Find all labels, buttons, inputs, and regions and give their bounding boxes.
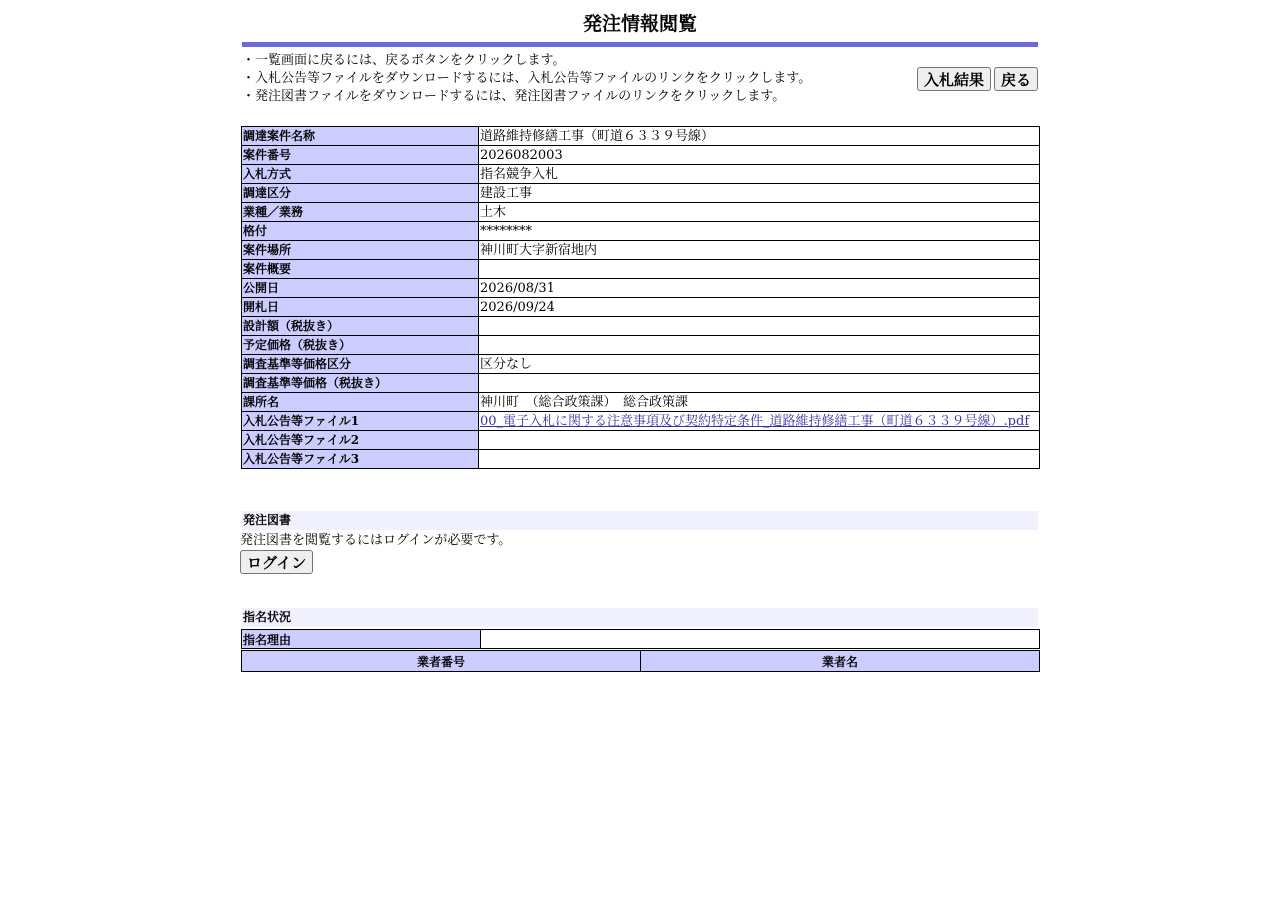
column-vendor-number: 業者番号 [242, 651, 641, 672]
page-title: 発注情報閲覧 [582, 13, 697, 35]
row-value [479, 374, 1040, 393]
back-button[interactable]: 戻る [994, 67, 1038, 91]
row-label: 調達区分 [242, 184, 479, 203]
row-value [479, 260, 1040, 279]
row-label: 業種／業務 [242, 203, 479, 222]
row-label: 調査基準等価格（税抜き） [242, 374, 479, 393]
row-label: 入札公告等ファイル3 [242, 450, 479, 469]
row-label: 公開日 [242, 279, 479, 298]
row-value: 2026/09/24 [479, 298, 1040, 317]
row-value: 指名競争入札 [479, 165, 1040, 184]
instructions [242, 52, 882, 106]
table-row [242, 203, 1040, 222]
row-label: 格付 [242, 222, 479, 241]
documents-heading: 発注図書 [242, 511, 1038, 530]
row-label: 予定価格（税抜き） [242, 336, 479, 355]
notice-file-1-link[interactable]: 00_電子入札に関する注意事項及び契約特定条件_道路維持修繕工事（町道６３３９号線）.pdf [480, 413, 1030, 429]
table-row [242, 241, 1040, 260]
row-value: 土木 [479, 203, 1040, 222]
row-label: 開札日 [242, 298, 479, 317]
row-label: 入札方式 [242, 165, 479, 184]
row-value [479, 317, 1040, 336]
row-label: 入札公告等ファイル1 [242, 412, 479, 431]
table-row [242, 279, 1040, 298]
row-value: 神川町大字新宿地内 [479, 241, 1040, 260]
table-row [242, 146, 1040, 165]
table-row [242, 450, 1040, 469]
row-label: 設計額（税抜き） [242, 317, 479, 336]
case-info-table [241, 126, 1040, 469]
table-row [242, 222, 1040, 241]
row-value [479, 450, 1040, 469]
row-label: 案件概要 [242, 260, 479, 279]
row-label: 入札公告等ファイル2 [242, 431, 479, 450]
table-row [242, 374, 1040, 393]
row-value: 2026/08/31 [479, 279, 1040, 298]
table-row [242, 260, 1040, 279]
table-row [242, 298, 1040, 317]
row-value [479, 431, 1040, 450]
row-label: 調達案件名称 [242, 127, 479, 146]
table-row [242, 412, 1040, 431]
reason-value [481, 630, 1040, 649]
row-value: 建設工事 [479, 184, 1040, 203]
row-value [479, 336, 1040, 355]
row-value [479, 412, 1040, 431]
row-value: 区分なし [479, 355, 1040, 374]
instruction-back: ・一覧画面に戻るには、戻るボタンをクリックします。 [242, 53, 566, 68]
table-row [242, 317, 1040, 336]
table-row [242, 127, 1040, 146]
row-label: 案件場所 [242, 241, 479, 260]
table-row [242, 355, 1040, 374]
row-value: ******** [479, 222, 1040, 241]
table-row [242, 165, 1040, 184]
designation-heading: 指名状況 [242, 608, 1038, 627]
row-value: 神川町 （総合政策課） 総合政策課 [479, 393, 1040, 412]
table-header-row [242, 651, 1040, 672]
table-row [242, 336, 1040, 355]
instruction-notice-file: ・入札公告等ファイルをダウンロードするには、入札公告等ファイルのリンクをクリックします。 [242, 71, 812, 86]
row-value: 道路維持修繕工事（町道６３３９号線） [479, 127, 1040, 146]
title-divider [242, 42, 1038, 47]
login-button[interactable]: ログイン [240, 550, 313, 574]
row-label: 課所名 [242, 393, 479, 412]
page-container [240, 0, 1040, 669]
table-row [242, 630, 1040, 649]
table-row [242, 184, 1040, 203]
table-row [242, 431, 1040, 450]
table-row [242, 393, 1040, 412]
action-buttons [917, 67, 1038, 91]
row-value: 2026082003 [479, 146, 1040, 165]
instruction-document-file: ・発注図書ファイルをダウンロードするには、発注図書ファイルのリンクをクリックします。 [242, 89, 786, 104]
row-label: 調査基準等価格区分 [242, 355, 479, 374]
row-label: 案件番号 [242, 146, 479, 165]
reason-label: 指名理由 [242, 630, 481, 649]
vendor-table [241, 650, 1040, 672]
designation-reason-table [241, 629, 1040, 649]
bid-result-button[interactable]: 入札結果 [917, 67, 991, 91]
login-required-message: 発注図書を閲覧するにはログインが必要です。 [240, 533, 512, 548]
column-vendor-name: 業者名 [641, 651, 1040, 672]
